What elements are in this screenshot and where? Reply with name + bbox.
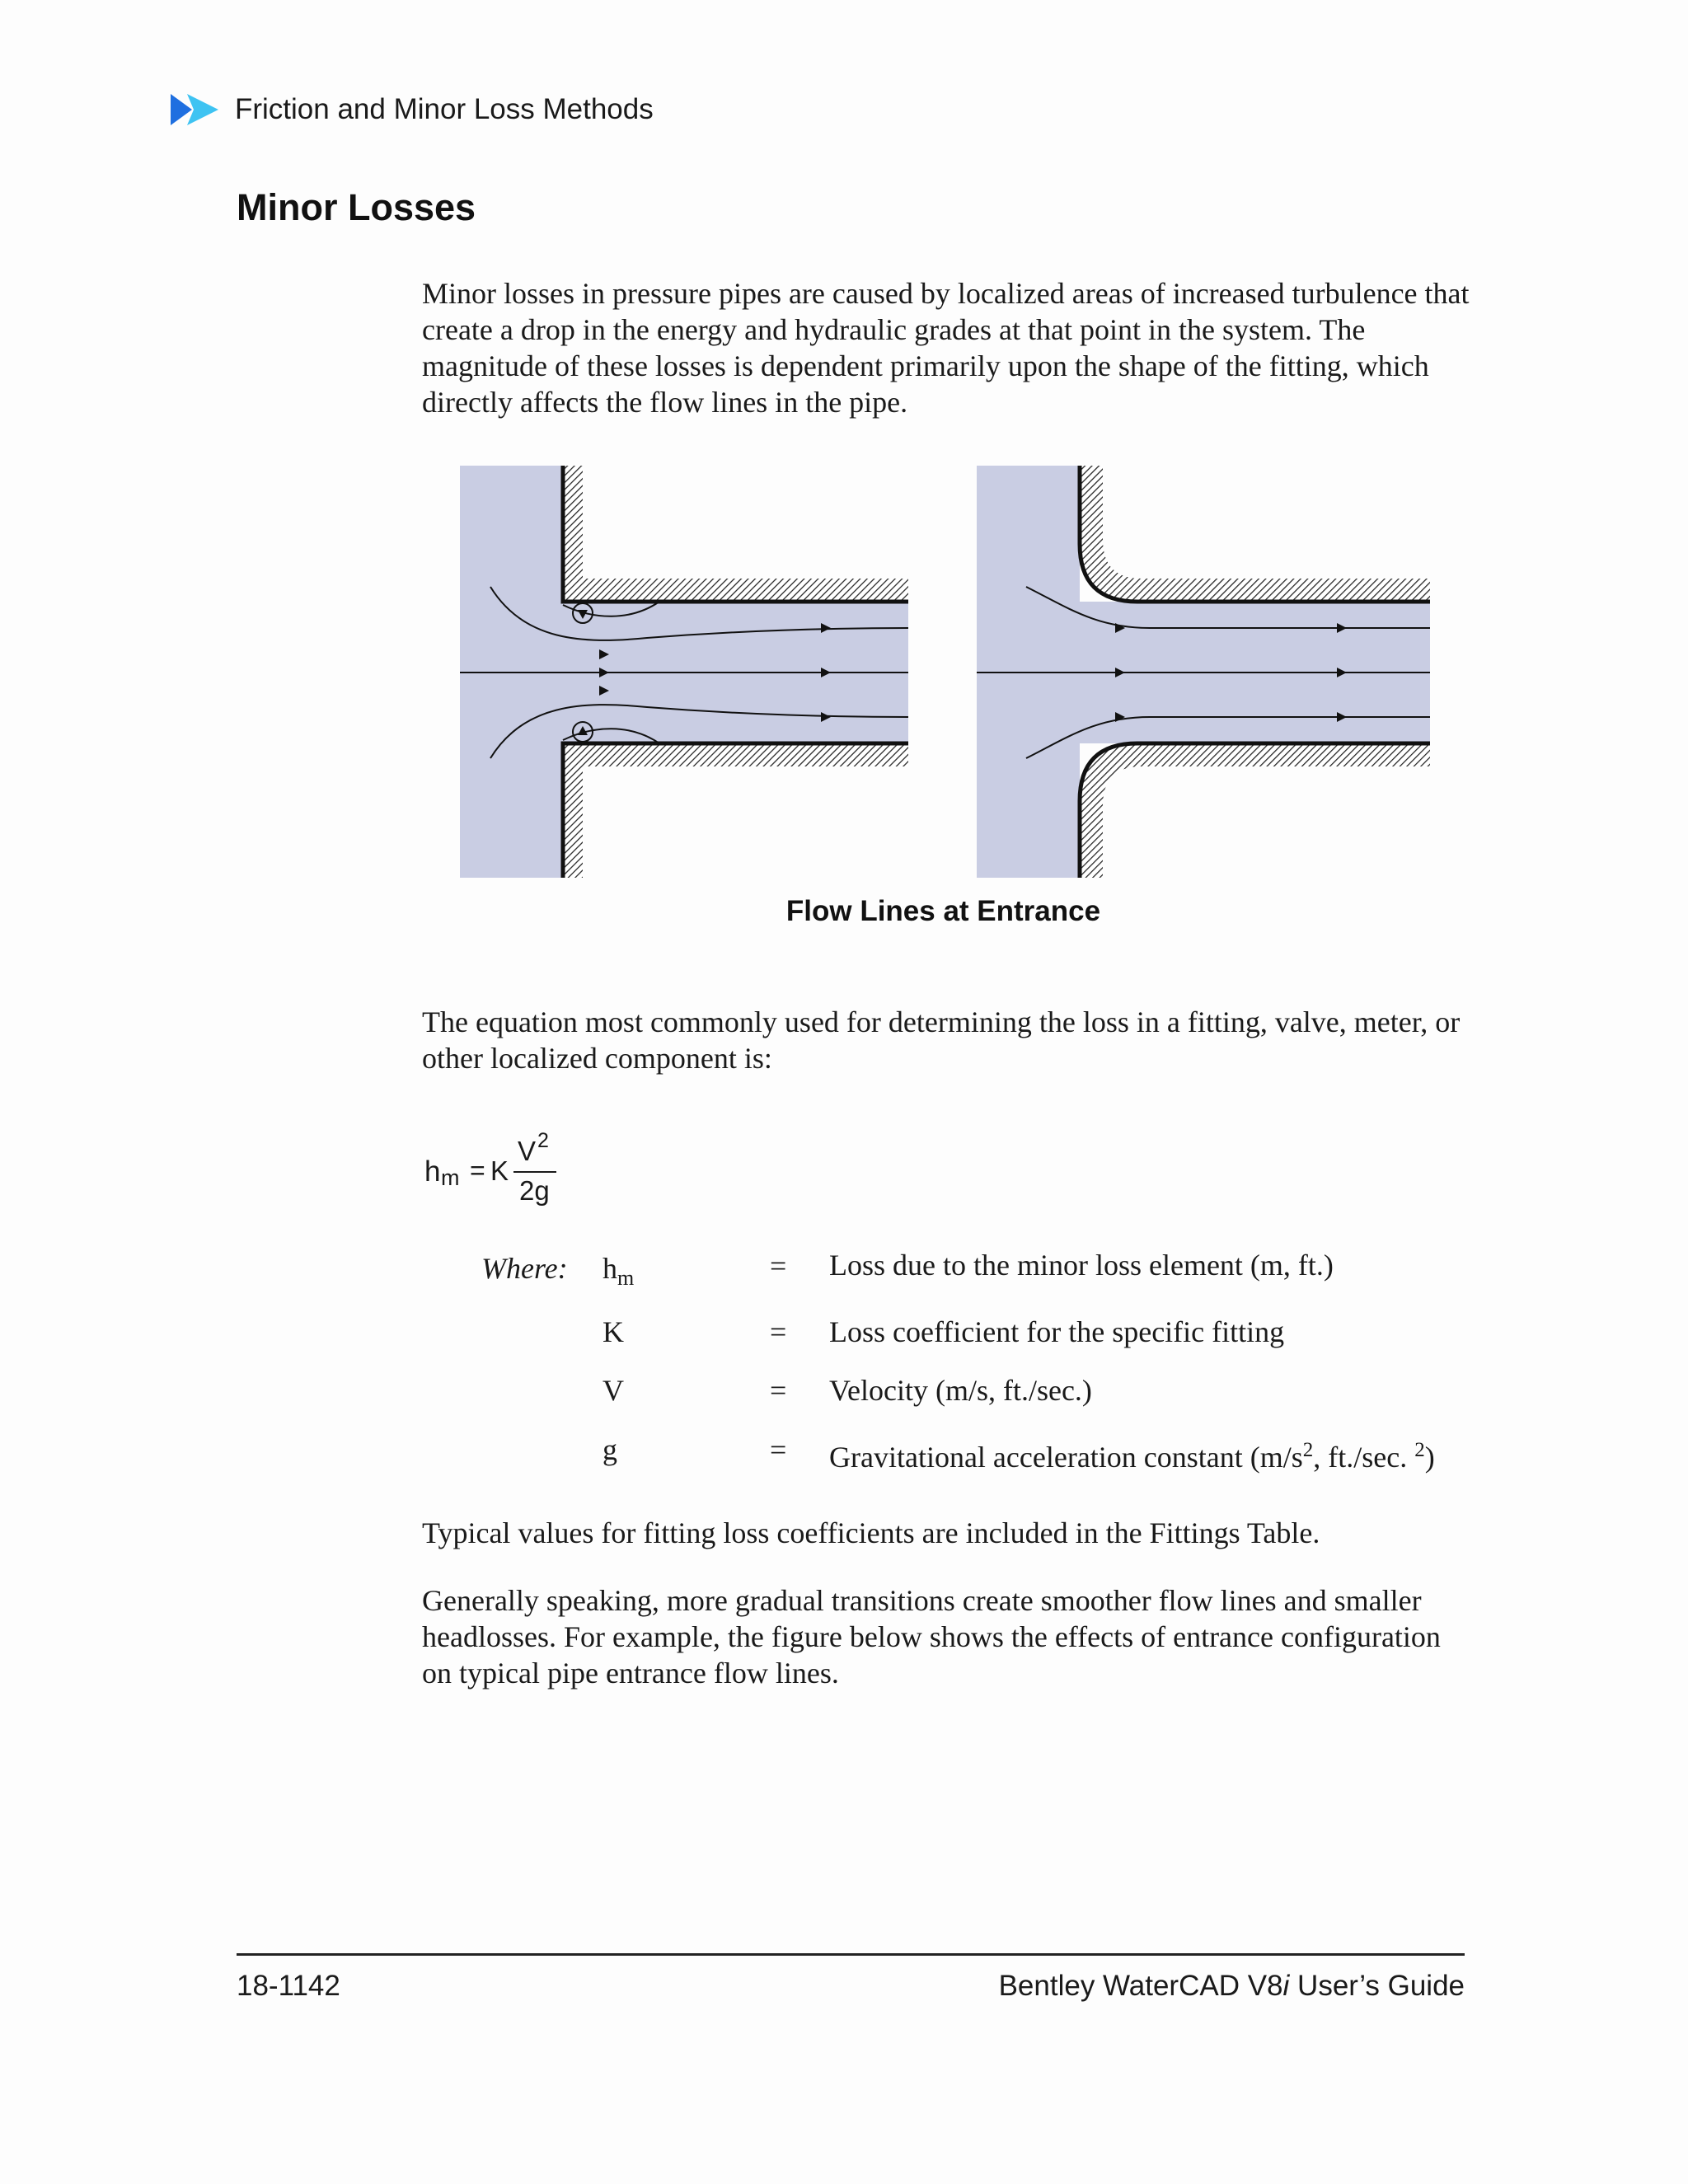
definition-symbol: K — [603, 1315, 624, 1348]
eq-numerator: V — [518, 1136, 537, 1166]
eq-equals: = — [470, 1155, 485, 1185]
definition-equals: = — [770, 1315, 787, 1348]
definition-symbol: V — [603, 1374, 624, 1407]
flow-lines-figure — [457, 463, 1434, 879]
eq-coefficient: K — [490, 1155, 509, 1186]
gradual-transitions-paragraph: Generally speaking, more gradual transitions create smoother flow lines and smaller headlosses. For example, the figure below shows the effects of entrance configuration on typical pipe entrance flow lines. — [422, 1584, 1441, 1690]
guide-title: Bentley WaterCAD V8i User’s Guide — [998, 1970, 1465, 2002]
footer-divider — [237, 1953, 1465, 1956]
definition-symbol: $h_m$ — [603, 1252, 635, 1291]
rounded-entrance-diagram — [977, 466, 1430, 878]
definition-text: Loss due to the minor loss element (m, ft.) — [829, 1249, 1334, 1282]
eq-fraction-bar — [513, 1171, 556, 1173]
equation-lead-paragraph: The equation most commonly used for determining the loss in a fitting, valve, meter, or other localized component is: — [422, 1005, 1461, 1075]
eq-lhs-subscript: m — [441, 1165, 460, 1190]
running-header — [169, 89, 654, 130]
eq-denominator: 2g — [519, 1175, 550, 1206]
definition-symbol: g — [603, 1433, 617, 1466]
where-label: Where: — [481, 1252, 568, 1285]
definition-equals: = — [770, 1374, 787, 1407]
sharp-entrance-diagram — [460, 466, 908, 878]
definition-text: Gravitational acceleration constant ($m/s^2$, ft./sec. $^2$) — [829, 1439, 1435, 1474]
page-heading: Minor Losses — [237, 186, 476, 228]
double-arrow-icon — [169, 89, 223, 130]
minor-loss-equation — [424, 1129, 606, 1212]
definition-equals: = — [770, 1433, 787, 1466]
section-title: Friction and Minor Loss Methods — [235, 93, 654, 125]
figure-caption: Flow Lines at Entrance — [785, 895, 1101, 927]
intro-paragraph: Minor losses in pressure pipes are caused by localized areas of increased turbulence that create a drop in the energy and hydraulic grades at that point in the system. The magnitude of these losses is dependent primarily upon the shape of the fitting, which directly affects the flow lines in the pipe. — [422, 277, 1470, 419]
typical-values-paragraph: Typical values for fitting loss coefficients are included in the Fittings Table. — [422, 1516, 1320, 1549]
page-number: 18-1142 — [237, 1970, 340, 2002]
eq-numerator-sup: 2 — [537, 1129, 549, 1152]
definition-text: Loss coefficient for the specific fitting — [829, 1315, 1285, 1348]
definition-equals: = — [770, 1249, 787, 1282]
definition-text: Velocity (m/s, ft./sec.) — [829, 1374, 1092, 1407]
eq-lhs: h — [424, 1155, 441, 1188]
